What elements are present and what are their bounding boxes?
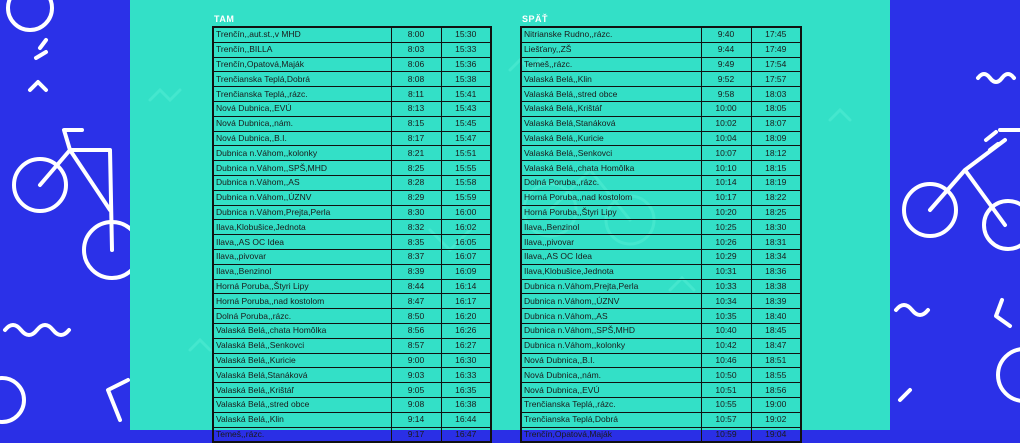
- stop-name-cell: Dubnica n.Váhom,,AS: [213, 175, 391, 190]
- departure-time-cell: 15:59: [441, 190, 491, 205]
- departure-time-cell: 10:02: [701, 116, 751, 131]
- departure-time-cell: 18:12: [751, 146, 801, 161]
- departure-time-cell: 15:45: [441, 116, 491, 131]
- table-row: [521, 42, 801, 57]
- departure-time-cell: 16:02: [441, 220, 491, 235]
- departure-time-cell: 8:11: [391, 87, 441, 102]
- stop-name-cell: Dubnica n.Váhom,,SPŠ,MHD: [213, 161, 391, 176]
- table-row: [213, 87, 491, 102]
- departure-time-cell: 10:10: [701, 161, 751, 176]
- stop-name-cell: Dubnica n.Váhom,,ÚZNV: [213, 190, 391, 205]
- departure-time-cell: 15:43: [441, 101, 491, 116]
- departure-time-cell: 10:46: [701, 353, 751, 368]
- departure-time-cell: 16:09: [441, 264, 491, 279]
- stop-name-cell: Trenčín,,aut.st.,v MHD: [213, 27, 391, 42]
- departure-time-cell: 17:49: [751, 42, 801, 57]
- departure-time-cell: 19:04: [751, 427, 801, 442]
- stop-name-cell: Valaská Belá,,chata Homôlka: [521, 161, 701, 176]
- table-row: [213, 383, 491, 398]
- table-row: [213, 249, 491, 264]
- table-row: [521, 338, 801, 353]
- departure-time-cell: 16:07: [441, 249, 491, 264]
- stop-name-cell: Valaská Belá,,Klin: [521, 72, 701, 87]
- table-row: [521, 57, 801, 72]
- departure-time-cell: 8:47: [391, 294, 441, 309]
- return-title: SPÄŤ: [522, 14, 549, 24]
- departure-time-cell: 16:44: [441, 412, 491, 427]
- table-row: [521, 72, 801, 87]
- return-timetable: [520, 26, 802, 443]
- stop-name-cell: Valaská Belá,,Klin: [213, 412, 391, 427]
- departure-time-cell: 10:14: [701, 175, 751, 190]
- departure-time-cell: 18:36: [751, 264, 801, 279]
- departure-time-cell: 19:02: [751, 412, 801, 427]
- stop-name-cell: Valaská Belá,,Senkovci: [213, 338, 391, 353]
- departure-time-cell: 15:36: [441, 57, 491, 72]
- outbound-timetable: [212, 26, 492, 443]
- stop-name-cell: Ilava,,Benzinol: [213, 264, 391, 279]
- bicycle-pattern-right: [890, 0, 1020, 430]
- table-row: [213, 72, 491, 87]
- table-row: [213, 279, 491, 294]
- departure-time-cell: 15:51: [441, 146, 491, 161]
- stop-name-cell: Nová Dubnica,,nám.: [213, 116, 391, 131]
- table-row: [521, 220, 801, 235]
- departure-time-cell: 16:33: [441, 368, 491, 383]
- right-decoration: [890, 0, 1020, 430]
- stop-name-cell: Ilava,,pivovar: [521, 235, 701, 250]
- departure-time-cell: 10:55: [701, 397, 751, 412]
- departure-time-cell: 16:05: [441, 235, 491, 250]
- departure-time-cell: 9:14: [391, 412, 441, 427]
- departure-time-cell: 8:13: [391, 101, 441, 116]
- table-row: [521, 146, 801, 161]
- stop-name-cell: Nová Dubnica,,B.I.: [213, 131, 391, 146]
- table-row: [521, 383, 801, 398]
- stop-name-cell: Horná Poruba,,Štyri Lipy: [521, 205, 701, 220]
- departure-time-cell: 18:15: [751, 161, 801, 176]
- departure-time-cell: 8:00: [391, 27, 441, 42]
- stop-name-cell: Valaská Belá,,stred obce: [521, 87, 701, 102]
- table-row: [213, 57, 491, 72]
- departure-time-cell: 8:32: [391, 220, 441, 235]
- table-row: [521, 27, 801, 42]
- stop-name-cell: Ilava,,pivovar: [213, 249, 391, 264]
- table-row: [521, 279, 801, 294]
- table-row: [213, 161, 491, 176]
- departure-time-cell: 18:30: [751, 220, 801, 235]
- departure-time-cell: 18:31: [751, 235, 801, 250]
- table-row: [521, 249, 801, 264]
- stop-name-cell: Nitrianske Rudno,,rázc.: [521, 27, 701, 42]
- departure-time-cell: 10:35: [701, 309, 751, 324]
- stop-name-cell: Dubnica n.Váhom,,ÚZNV: [521, 294, 701, 309]
- departure-time-cell: 8:25: [391, 161, 441, 176]
- stop-name-cell: Nová Dubnica,,EVÚ: [521, 383, 701, 398]
- table-row: [213, 338, 491, 353]
- departure-time-cell: 15:47: [441, 131, 491, 146]
- stop-name-cell: Horná Poruba,,Štyri Lipy: [213, 279, 391, 294]
- stop-name-cell: Liešťany,,ZŠ: [521, 42, 701, 57]
- stop-name-cell: Ilava,,AS OC Idea: [521, 249, 701, 264]
- table-row: [213, 205, 491, 220]
- stop-name-cell: Nová Dubnica,,nám.: [521, 368, 701, 383]
- departure-time-cell: 17:54: [751, 57, 801, 72]
- departure-time-cell: 8:17: [391, 131, 441, 146]
- stop-name-cell: Valaská Belá,,Senkovci: [521, 146, 701, 161]
- stop-name-cell: Dubnica n.Váhom,Prejta,Perla: [213, 205, 391, 220]
- table-row: [521, 264, 801, 279]
- stop-name-cell: Temeš,,rázc.: [521, 57, 701, 72]
- departure-time-cell: 10:33: [701, 279, 751, 294]
- table-row: [521, 205, 801, 220]
- table-row: [213, 146, 491, 161]
- departure-time-cell: 10:25: [701, 220, 751, 235]
- departure-time-cell: 16:17: [441, 294, 491, 309]
- departure-time-cell: 10:59: [701, 427, 751, 442]
- stop-name-cell: Trenčín,Opatová,Maják: [213, 57, 391, 72]
- stop-name-cell: Trenčianska Teplá,,rázc.: [213, 87, 391, 102]
- table-row: [213, 294, 491, 309]
- departure-time-cell: 8:57: [391, 338, 441, 353]
- table-row: [521, 87, 801, 102]
- stop-name-cell: Ilava,,Benzinol: [521, 220, 701, 235]
- departure-time-cell: 10:17: [701, 190, 751, 205]
- table-row: [521, 368, 801, 383]
- departure-time-cell: 8:29: [391, 190, 441, 205]
- table-row: [213, 131, 491, 146]
- departure-time-cell: 10:29: [701, 249, 751, 264]
- departure-time-cell: 10:07: [701, 146, 751, 161]
- departure-time-cell: 8:37: [391, 249, 441, 264]
- departure-time-cell: 10:42: [701, 338, 751, 353]
- table-row: [521, 397, 801, 412]
- stop-name-cell: Nová Dubnica,,EVÚ: [213, 101, 391, 116]
- table-row: [213, 190, 491, 205]
- table-row: [213, 412, 491, 427]
- departure-time-cell: 10:31: [701, 264, 751, 279]
- stop-name-cell: Valaská Belá,,Krištáľ: [213, 383, 391, 398]
- departure-time-cell: 18:39: [751, 294, 801, 309]
- table-row: [521, 116, 801, 131]
- table-row: [213, 235, 491, 250]
- departure-time-cell: 18:45: [751, 323, 801, 338]
- departure-time-cell: 18:19: [751, 175, 801, 190]
- stop-name-cell: Trenčianska Teplá,Dobrá: [521, 412, 701, 427]
- departure-time-cell: 16:00: [441, 205, 491, 220]
- departure-time-cell: 18:09: [751, 131, 801, 146]
- table-row: [213, 309, 491, 324]
- departure-time-cell: 8:03: [391, 42, 441, 57]
- departure-time-cell: 8:28: [391, 175, 441, 190]
- departure-time-cell: 9:05: [391, 383, 441, 398]
- departure-time-cell: 10:00: [701, 101, 751, 116]
- table-row: [213, 264, 491, 279]
- table-row: [213, 397, 491, 412]
- departure-time-cell: 16:26: [441, 323, 491, 338]
- stop-name-cell: Ilava,,AS OC Idea: [213, 235, 391, 250]
- timetable-panel: [130, 0, 890, 439]
- departure-time-cell: 9:44: [701, 42, 751, 57]
- stop-name-cell: Horná Poruba,,nad kostolom: [521, 190, 701, 205]
- stop-name-cell: Valaská Belá,,Kuricie: [213, 353, 391, 368]
- departure-time-cell: 19:00: [751, 397, 801, 412]
- departure-time-cell: 16:47: [441, 427, 491, 442]
- stop-name-cell: Ilava,Klobušice,Jednota: [521, 264, 701, 279]
- table-row: [213, 220, 491, 235]
- stop-name-cell: Trenčín,,BILLA: [213, 42, 391, 57]
- table-row: [521, 190, 801, 205]
- departure-time-cell: 17:57: [751, 72, 801, 87]
- left-decoration: [0, 0, 130, 430]
- departure-time-cell: 18:05: [751, 101, 801, 116]
- departure-time-cell: 18:55: [751, 368, 801, 383]
- departure-time-cell: 18:38: [751, 279, 801, 294]
- stop-name-cell: Trenčianska Teplá,,rázc.: [521, 397, 701, 412]
- departure-time-cell: 18:03: [751, 87, 801, 102]
- stop-name-cell: Valaská Belá,,stred obce: [213, 397, 391, 412]
- departure-time-cell: 16:14: [441, 279, 491, 294]
- departure-time-cell: 9:52: [701, 72, 751, 87]
- departure-time-cell: 16:27: [441, 338, 491, 353]
- stop-name-cell: Dubnica n.Váhom,,kolonky: [213, 146, 391, 161]
- departure-time-cell: 17:45: [751, 27, 801, 42]
- departure-time-cell: 9:40: [701, 27, 751, 42]
- table-row: [521, 294, 801, 309]
- stop-name-cell: Trenčianska Teplá,Dobrá: [213, 72, 391, 87]
- departure-time-cell: 15:38: [441, 72, 491, 87]
- departure-time-cell: 10:40: [701, 323, 751, 338]
- departure-time-cell: 18:22: [751, 190, 801, 205]
- table-row: [521, 412, 801, 427]
- table-row: [213, 368, 491, 383]
- departure-time-cell: 10:34: [701, 294, 751, 309]
- table-row: [213, 323, 491, 338]
- departure-time-cell: 8:06: [391, 57, 441, 72]
- departure-time-cell: 18:56: [751, 383, 801, 398]
- departure-time-cell: 8:08: [391, 72, 441, 87]
- stop-name-cell: Valaská Belá,,Krištáľ: [521, 101, 701, 116]
- table-row: [213, 175, 491, 190]
- stop-name-cell: Ilava,Klobušice,Jednota: [213, 220, 391, 235]
- departure-time-cell: 9:58: [701, 87, 751, 102]
- departure-time-cell: 10:04: [701, 131, 751, 146]
- table-row: [521, 353, 801, 368]
- table-row: [521, 131, 801, 146]
- departure-time-cell: 8:50: [391, 309, 441, 324]
- departure-time-cell: 10:51: [701, 383, 751, 398]
- stop-name-cell: Dubnica n.Váhom,,SPŠ,MHD: [521, 323, 701, 338]
- departure-time-cell: 16:30: [441, 353, 491, 368]
- departure-time-cell: 15:33: [441, 42, 491, 57]
- departure-time-cell: 18:34: [751, 249, 801, 264]
- departure-time-cell: 10:50: [701, 368, 751, 383]
- stop-name-cell: Valaská Belá,,chata Homôlka: [213, 323, 391, 338]
- departure-time-cell: 15:41: [441, 87, 491, 102]
- departure-time-cell: 8:44: [391, 279, 441, 294]
- stop-name-cell: Dolná Poruba,,rázc.: [521, 175, 701, 190]
- table-row: [521, 427, 801, 442]
- table-row: [521, 175, 801, 190]
- departure-time-cell: 8:56: [391, 323, 441, 338]
- stop-name-cell: Horná Poruba,,nad kostolom: [213, 294, 391, 309]
- departure-time-cell: 9:17: [391, 427, 441, 442]
- table-row: [521, 161, 801, 176]
- departure-time-cell: 8:21: [391, 146, 441, 161]
- departure-time-cell: 10:26: [701, 235, 751, 250]
- stop-name-cell: Valaská Belá,,Kuricie: [521, 131, 701, 146]
- stop-name-cell: Dubnica n.Váhom,,kolonky: [521, 338, 701, 353]
- table-row: [213, 427, 491, 442]
- departure-time-cell: 18:40: [751, 309, 801, 324]
- stop-name-cell: Valaská Belá,Stanáková: [213, 368, 391, 383]
- departure-time-cell: 8:39: [391, 264, 441, 279]
- departure-time-cell: 8:15: [391, 116, 441, 131]
- departure-time-cell: 15:55: [441, 161, 491, 176]
- table-row: [521, 235, 801, 250]
- table-row: [521, 309, 801, 324]
- table-row: [521, 101, 801, 116]
- stop-name-cell: Dolná Poruba,,rázc.: [213, 309, 391, 324]
- departure-time-cell: 16:20: [441, 309, 491, 324]
- departure-time-cell: 9:08: [391, 397, 441, 412]
- stop-name-cell: Dubnica n.Váhom,Prejta,Perla: [521, 279, 701, 294]
- outbound-title: TAM: [214, 14, 235, 24]
- departure-time-cell: 9:03: [391, 368, 441, 383]
- departure-time-cell: 15:30: [441, 27, 491, 42]
- departure-time-cell: 8:30: [391, 205, 441, 220]
- bicycle-pattern-left: [0, 0, 130, 430]
- table-row: [521, 323, 801, 338]
- departure-time-cell: 16:35: [441, 383, 491, 398]
- departure-time-cell: 9:49: [701, 57, 751, 72]
- table-row: [213, 353, 491, 368]
- departure-time-cell: 9:00: [391, 353, 441, 368]
- departure-time-cell: 18:47: [751, 338, 801, 353]
- stop-name-cell: Trenčín,Opatová,Maják: [521, 427, 701, 442]
- departure-time-cell: 10:20: [701, 205, 751, 220]
- departure-time-cell: 10:57: [701, 412, 751, 427]
- stop-name-cell: Valaská Belá,Stanáková: [521, 116, 701, 131]
- stop-name-cell: Nová Dubnica,,B.I.: [521, 353, 701, 368]
- stop-name-cell: Dubnica n.Váhom,,AS: [521, 309, 701, 324]
- table-row: [213, 116, 491, 131]
- table-row: [213, 27, 491, 42]
- stop-name-cell: Temeš,,rázc.: [213, 427, 391, 442]
- table-row: [213, 42, 491, 57]
- departure-time-cell: 18:51: [751, 353, 801, 368]
- departure-time-cell: 15:58: [441, 175, 491, 190]
- departure-time-cell: 18:07: [751, 116, 801, 131]
- departure-time-cell: 16:38: [441, 397, 491, 412]
- departure-time-cell: 8:35: [391, 235, 441, 250]
- departure-time-cell: 18:25: [751, 205, 801, 220]
- table-row: [213, 101, 491, 116]
